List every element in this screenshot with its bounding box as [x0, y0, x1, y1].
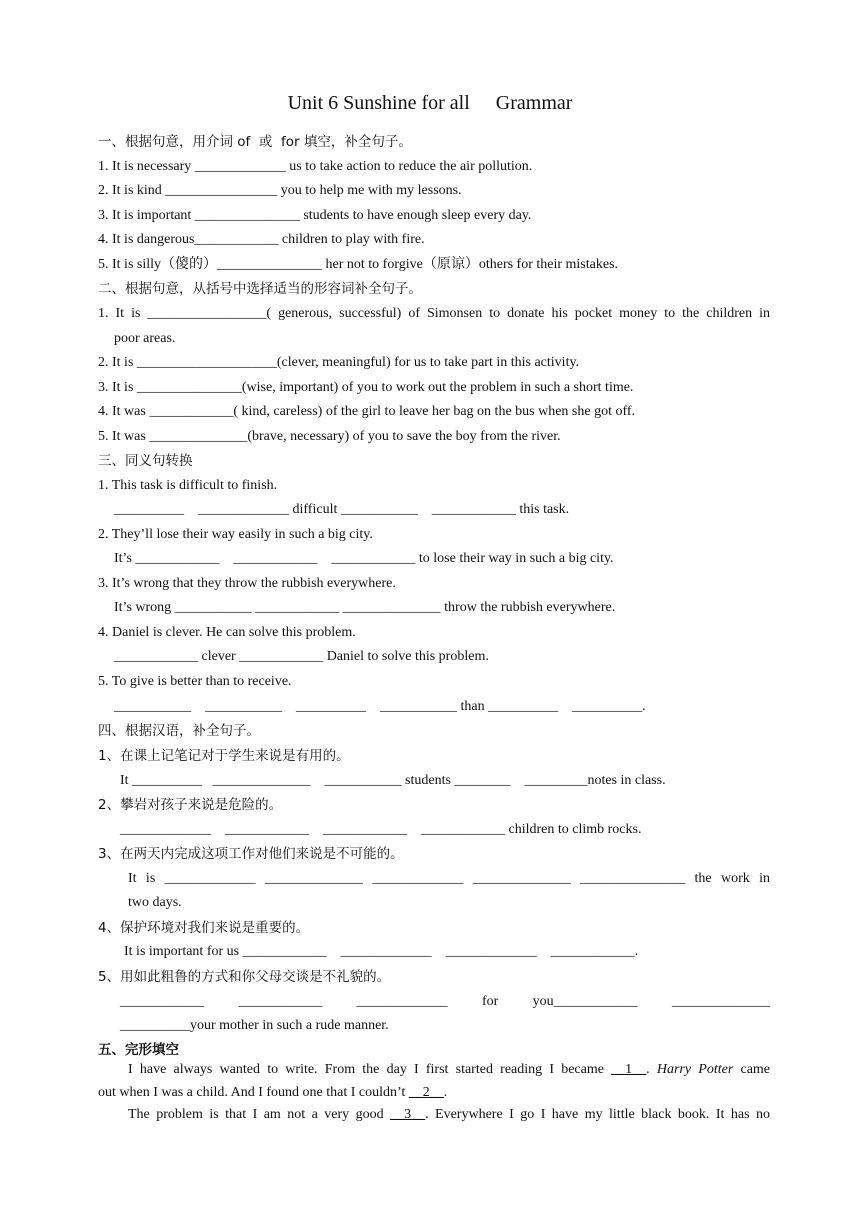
s2-item-5: 5. It was ______________(brave, necessary) of you to save the boy from the river. [98, 429, 561, 444]
s1-item-4: 4. It is dangerous____________ children to play with fire. [98, 232, 425, 247]
s3-item-3: 3. It’s wrong that they throw the rubbish everywhere. [98, 576, 396, 591]
page-title [0, 92, 860, 115]
cloze-text: I have always wanted to write. From the day I first started reading I became [128, 1062, 604, 1077]
section-2-heading: 二、根据句意，从括号中选择适当的形容词补全句子。 [98, 281, 422, 297]
s1-item-3: 3. It is important _______________ students to have enough sleep every day. [98, 208, 532, 223]
cloze-paragraph-1-line-1: I have always wanted to write. From the day I first started reading I became __1__. Harry Potter came [128, 1062, 771, 1077]
cloze-blank-2: __2__ [408, 1085, 444, 1100]
s4-item-2-prompt: 2、攀岩对孩子来说是危险的。 [98, 797, 283, 813]
s2-item-2: 2. It is ____________________(clever, meaningful) for us to take part in this activity. [98, 355, 580, 370]
s2-item-3: 3. It is _______________(wise, important) of you to work out the problem in such a short time. [98, 380, 634, 395]
s2-item-4: 4. It was ____________( kind, careless) of the girl to leave her bag on the bus when she got off. [98, 404, 636, 419]
cloze-blank-3: __3__ [390, 1107, 426, 1122]
s1-item-2: 2. It is kind ________________ you to help me with my lessons. [98, 183, 462, 198]
section-5-heading: 五、完形填空 [98, 1042, 179, 1058]
s2-item-1: 1. It is _________________( generous, successful) of Simonsen to donate his pocket money to the children in [98, 306, 770, 321]
s4-item-1-prompt: 1、在课上记笔记对于学生来说是有用的。 [98, 748, 350, 764]
section-4-heading: 四、根据汉语，补全句子。 [98, 723, 260, 739]
s3-item-2: 2. They’ll lose their way easily in such a big city. [98, 527, 373, 542]
s4-item-2-answer: _____________ ____________ ____________ ____________ children to climb rocks. [120, 822, 642, 837]
s3-item-4: 4. Daniel is clever. He can solve this problem. [98, 625, 356, 640]
s3-item-4-answer: ____________ clever ____________ Daniel to solve this problem. [114, 649, 489, 664]
cloze-text: . Everywhere I go I have my little black book. It has no [425, 1107, 771, 1122]
cloze-paragraph-1-line-2 [98, 1084, 447, 1102]
s3-item-1: 1. This task is difficult to finish. [98, 478, 278, 493]
s3-item-5-answer: ___________ ___________ __________ ___________ than __________ __________. [114, 699, 646, 714]
s4-item-1-answer: It __________ ______________ ___________ students ________ _________notes in class. [120, 773, 666, 788]
s1-item-5: 5. It is silly（傻的）_______________ her not to forgive（原谅）others for their mistakes. [98, 257, 619, 272]
cloze-text: The problem is that I am not a very good [128, 1107, 384, 1122]
title-main: Unit 6 Sunshine for all [287, 92, 470, 114]
s4-item-3-cont: two days. [128, 895, 182, 910]
title-sub: Grammar [495, 92, 573, 114]
cloze-text: came [740, 1062, 771, 1077]
s4-item-3-answer: It is _____________ ______________ _____________ ______________ _______________ the work in [128, 871, 770, 886]
cloze-blank-1: __1__ [611, 1062, 647, 1077]
section-3-heading: 三、同义句转换 [98, 453, 193, 469]
s1-item-1: 1. It is necessary _____________ us to take action to reduce the air pollution. [98, 159, 533, 174]
section-1-heading: 一、根据句意，用介词 of 或 for 填空，补全句子。 [98, 134, 412, 150]
cloze-text: . [443, 1085, 448, 1100]
s4-item-5-prompt: 5、用如此粗鲁的方式和你父母交谈是不礼貌的。 [98, 969, 391, 985]
cloze-text: out when I was a child. And I found one that I couldn’t [98, 1085, 406, 1100]
s4-item-4-prompt: 4、保护环境对我们来说是重要的。 [98, 920, 310, 936]
s4-item-5-answer: ____________ ____________ _____________ for you____________ ______________ [120, 994, 770, 1009]
s4-item-4-answer: It is important for us ____________ _____________ _____________ ____________. [124, 944, 639, 959]
s4-item-5-cont: __________your mother in such a rude manner. [120, 1018, 389, 1033]
s2-item-1-cont: poor areas. [114, 331, 176, 346]
s3-item-2-answer: It’s ____________ ____________ ____________ to lose their way in such a big city. [114, 551, 614, 566]
s3-item-1-answer: __________ _____________ difficult ___________ ____________ this task. [114, 502, 570, 517]
s3-item-3-answer: It’s wrong ___________ ____________ ______________ throw the rubbish everywhere. [114, 600, 616, 615]
s3-item-5: 5. To give is better than to receive. [98, 674, 292, 689]
book-title: Harry Potter [656, 1062, 734, 1077]
s4-item-3-prompt: 3、在两天内完成这项工作对他们来说是不可能的。 [98, 846, 404, 862]
cloze-paragraph-2-line-1 [128, 1106, 770, 1124]
